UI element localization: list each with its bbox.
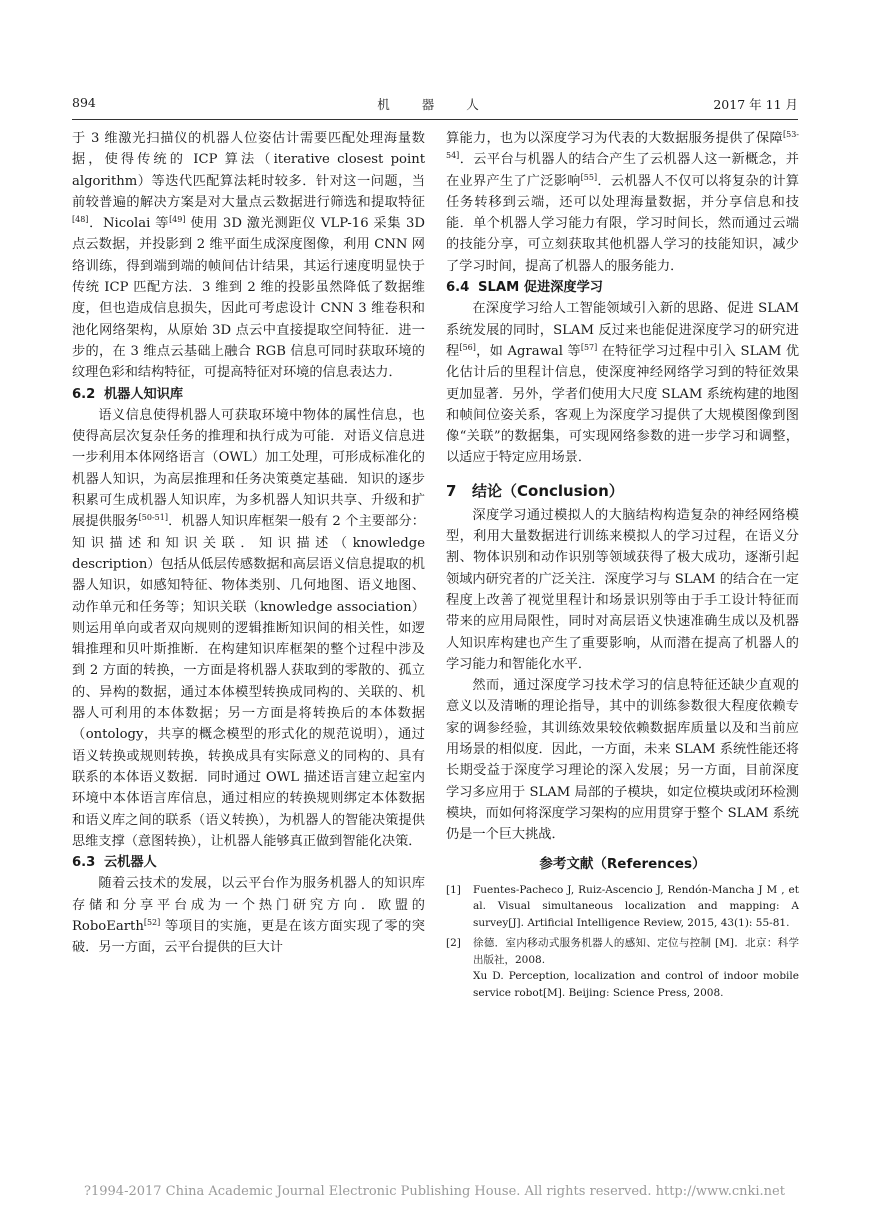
section-heading-6-4: 6.4 SLAM 促进深度学习 xyxy=(446,280,603,296)
paragraph-conclusion-1: 深度学习通过模拟人的大脑结构构造复杂的神经网络模型，利用大量数据进行训练来模拟人的学习过程，在语义分割、物体识别和动作识别等领域获得了极大成功，逐渐引起领域内研究者的广泛关注．深度学习与 SLAM 的结合在一定程度上改善了视觉里程计和场景识别等由于手工设计特征而带来的应用局限性，同时对高层语义快速准确生成以及机器人知识库构建也产生了重要影响，从而潜在提高了机器人的学习能力和智能化水平． xyxy=(446,507,799,672)
paragraph-cloud-continued: 算能力，也为以深度学习为代表的大数据服务提供了保障[53-54]．云平台与机器人的结合产生了云机器人这一新概念，并在业界产生了广泛影响[55]．云机器人不仅可以将复杂的计算任务转移到云端，还可以处理海量数据，并分享信息和技能．单个机器人学习能力有限，学习时间长，然而通过云端的技能分享，可立刻获取其他机器人学习的技能知识，减少了学习时间，提高了机器人的服务能力． xyxy=(446,130,800,274)
copyright-footer: ?1994-2017 China Academic Journal Electronic Publishing House. All rights reserved. http://www.cnki.net xyxy=(84,1184,785,1199)
citation: [49] xyxy=(169,215,186,225)
left-column xyxy=(72,128,425,959)
section-heading-6-2: 6.2 机器人知识库 xyxy=(72,386,184,402)
references-heading: 参考文献（References） xyxy=(539,855,706,872)
citation: [53-54] xyxy=(446,130,799,161)
citation: [48] xyxy=(72,215,89,225)
header-rule xyxy=(72,119,798,120)
running-header xyxy=(72,93,798,117)
citation: [56] xyxy=(459,342,476,352)
section-heading-7-conclusion: 7 结论（Conclusion） xyxy=(446,481,624,500)
issue-date: 2017 年 11 月 xyxy=(713,97,798,112)
section-heading-6-3: 6.3 云机器人 xyxy=(72,855,157,871)
paragraph-cloud-robot: 随着云技术的发展，以云平台作为服务机器人的知识库存储和分享平台成为一个热门研究方向．欧盟的 RoboEarth[52] 等项目的实施，更是在该方面实现了零的突破．另一方面，云平台提供的巨大计 xyxy=(72,876,425,956)
paragraph-slam-promotes-dl: 在深度学习给人工智能领域引入新的思路、促进 SLAM 系统发展的同时，SLAM 反过来也能促进深度学习的研究进程[56]，如 Agrawal 等[57] 在特征学习过程中引入 SLAM 优化估计后的里程计信息，使深度神经网络学习到的特征效果更加显著．另外，学者们使用大尺度 SLAM 系统构建的地图和帧间位姿关系，客观上为深度学习提供了大规模图像到图像“关联”的数据集，可实现网络参数的进一步学习和调整，以适应于特定应用场景． xyxy=(446,301,800,466)
reference-item xyxy=(446,935,799,1001)
citation: [55] xyxy=(580,172,598,182)
reference-text: 徐德．室内移动式服务机器人的感知、定位与控制 [M]．北京：科学出版社，2008. xyxy=(473,937,799,966)
citation: [57] xyxy=(580,342,598,352)
journal-title: 机 器 人 xyxy=(377,97,493,112)
right-column xyxy=(446,128,799,1005)
page-number: 894 xyxy=(72,95,96,110)
reference-number: [1] xyxy=(446,883,461,896)
citation: [52] xyxy=(143,917,161,927)
paragraph-conclusion-2: 然而，通过深度学习技术学习的信息特征还缺少直观的意义以及清晰的理论指导，其中的训练参数很大程度依赖专家的调参经验，其训练效果较依赖数据库质量以及和当前应用场景的相似度．因此，一方面，未来 SLAM 系统性能还将长期受益于深度学习理论的深入发展；另一方面，目前深度学习多应用于 SLAM 局部的子模块，如定位模块或闭环检测模块，而如何将深度学习架构的应用贯穿于整个 SLAM 系统仍是一个巨大挑战． xyxy=(446,678,799,843)
reference-text: Fuentes-Pacheco J, Ruiz-Ascencio J, Rendón-Mancha J M , et al. Visual simultaneous localization and mapping: A survey[J]. Artificial Intelligence Review, 2015, 43(1): 55-81. xyxy=(473,883,799,929)
reference-item xyxy=(446,882,799,932)
paragraph-intro-continued: 于 3 维激光扫描仪的机器人位姿估计需要匹配处理海量数据，使得传统的 ICP 算法（iterative closest point algorithm）等迭代匹配算法耗时较多．针对这一问题，当前较普遍的解决方案是对大量点云数据进行筛选和提取特征[48]．Nicolai 等[49] 使用 3D 激光测距仪 VLP-16 采集 3D 点云数据，并投影到 2 维平面生成深度图像，利用 CNN 网络训练，得到端到端的帧间估计结果，其运行速度明显快于传统 ICP 匹配方法．3 维到 2 维的投影虽然降低了数据维度，但也造成信息损失，因此可考虑设计 CNN 3 维卷积和池化网络架构，从原始 3D 点云中直接提取空间特征．进一步的，在 3 维点云基础上融合 RGB 信息可同时获取环境的纹理色彩和结构特征，可提高特征对环境的信息表达力． xyxy=(72,131,425,381)
reference-text-translation: Xu D. Perception, localization and control of indoor mobile service robot[M]. Beijing: Science Press, 2008. xyxy=(473,970,799,999)
citation: [50-51] xyxy=(138,513,168,523)
paragraph-knowledge-base: 语义信息使得机器人可获取环境中物体的属性信息，也使得高层次复杂任务的推理和执行成为可能．对语义信息进一步利用本体网络语言（OWL）加工处理，可形成标准化的机器人知识，为高层推理和任务决策奠定基础．知识的逐步积累可生成机器人知识库，为多机器人知识共享、升级和扩展提供服务[50-51]．机器人知识库框架一般有 2 个主要部分：知识描述和知识关联．知识描述（knowledge description）包括从低层传感数据和高层语义信息提取的机器人知识，如感知特征、物体类别、几何地图、语义地图、动作单元和任务等；知识关联（knowledge association）则运用单向或者双向规则的逻辑推断知识间的相关性，如逻辑推理和贝叶斯推断．在构建知识库框架的整个过程中涉及到 2 方面的转换，一方面是将机器人获取到的零散的、孤立的、异构的数据，通过本体模型转换成同构的、关联的、机器人可利用的本体数据；另一方面是将转换后的本体数据（ontology，共享的概念模型的形式化的规范说明），通过语义转换或规则转换，转换成具有实际意义的同构的、具有联系的本体语义数据．同时通过 OWL 描述语言建立起室内环境中本体语言库信息，通过相应的转换规则绑定本体数据和语义库之间的联系（语义转换），为机器人的智能决策提供思维支撑（意图转换），让机器人能够真正做到智能化决策． xyxy=(72,407,425,849)
reference-number: [2] xyxy=(446,937,461,949)
